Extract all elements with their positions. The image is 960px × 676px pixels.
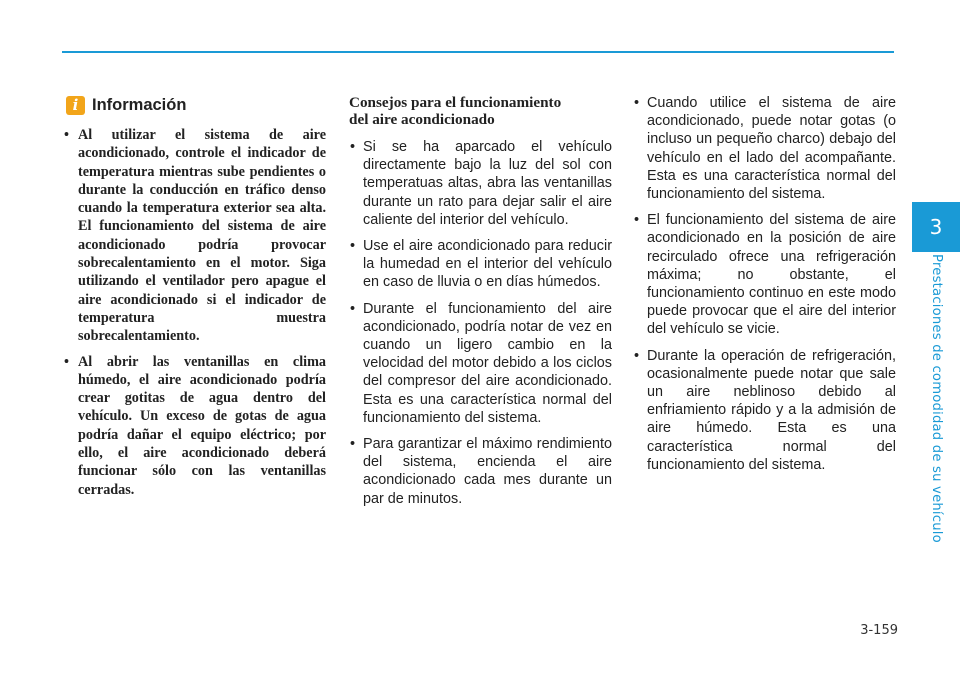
tips-heading — [349, 94, 612, 128]
chapter-number: 3 — [929, 215, 943, 239]
chapter-title: Prestaciones de comodidad de su vehículo — [929, 254, 944, 543]
tips-item: • Si se ha aparcado el vehículo directamente bajo la luz del sol con temperatuas altas, abra las ventanillas durante un rato para dejar salir el aire caliente del interior del vehículo. — [349, 138, 612, 229]
page-number: 3-159 — [860, 623, 898, 638]
tips-item: • Cuando utilice el sistema de aire acondicionado, puede notar gotas (o incluso un pequeño charco) debajo del vehículo en el lado del acompañante. Esta es una característica normal del funcionamiento del sistema. — [633, 94, 896, 203]
info-box — [62, 94, 326, 506]
tips-section-continued — [633, 94, 896, 482]
tips-item: • El funcionamiento del sistema de aire acondicionado en la posición de aire recirculado ofrece una refrigeración máxima; no obstante, el funcionamiento continuo en este modo puede provocar que el aire del interior del vehículo se vicie. — [633, 211, 896, 338]
tips-item: • Use el aire acondicionado para reducir la humedad en el interior del vehículo en caso de lluvia o en días húmedos. — [349, 237, 612, 292]
info-title: Información — [92, 95, 187, 114]
tips-item: • Para garantizar el máximo rendimiento del sistema, encienda el aire acondicionado cada mes durante un par de minutos. — [349, 435, 612, 508]
tips-section — [349, 94, 612, 516]
top-rule — [62, 51, 894, 53]
tips-heading-line2: del aire acondicionado — [349, 111, 495, 128]
tips-item: • Durante la operación de refrigeración, ocasionalmente puede notar que sale un aire neblinoso debido al enfriamiento rápido y a la admisión de aire húmedo. Esta es una característica normal del funcionamiento del sistema. — [633, 347, 896, 474]
tips-item: • Durante el funcionamiento del aire acondicionado, podría notar de vez en cuando un ligero cambio en la velocidad del motor debido a los ciclos del compresor del aire acondicionado. Esta es una característica normal del funcionamiento del sistema. — [349, 300, 612, 427]
tips-heading-line1: Consejos para el funcionamiento — [349, 94, 562, 111]
tips-list-continued — [633, 94, 896, 474]
info-item: • Al utilizar el sistema de aire acondicionado, controle el indicador de temperatura mientras sube pendientes o durante la conducción en tráfico denso cuando la temperatura exterior sea alta. El funcionamiento del sistema de aire acondicionado podría provocar sobrecalentamiento en el motor. Siga utilizando el ventilador pero apague el aire acondicionado si el indicador de temperatura muestra sobrecalentamiento. — [62, 126, 326, 346]
chapter-tab — [912, 202, 960, 252]
info-header — [66, 94, 326, 116]
info-item: • Al abrir las ventanillas en clima húmedo, el aire acondicionado podría crear gotitas de agua dentro del vehículo. Un exceso de gotas de agua podría dañar el equipo eléctrico; por ello, el aire acondicionado deberá funcionar sólo con las ventanillas cerradas. — [62, 353, 326, 499]
tips-list — [349, 138, 612, 508]
info-list — [62, 126, 326, 499]
info-icon: i — [66, 96, 85, 115]
